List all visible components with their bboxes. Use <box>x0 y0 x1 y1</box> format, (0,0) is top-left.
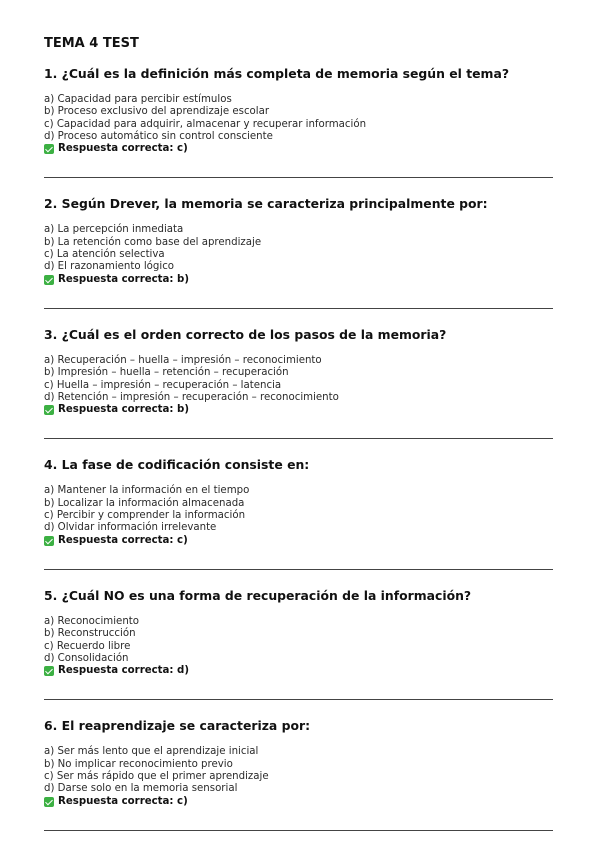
option-c: c) Huella – impresión – recuperación – latencia <box>44 379 282 391</box>
option-a: a) Capacidad para percibir estímulos <box>44 94 232 105</box>
option-list <box>44 94 554 143</box>
question-block-1 <box>44 66 554 196</box>
option-b: b) No implicar reconocimiento previo <box>44 758 233 770</box>
spacer <box>44 286 554 308</box>
option-list <box>44 355 554 404</box>
correct-answer <box>44 665 554 677</box>
correct-answer-text: Respuesta correcta: b) <box>58 273 189 285</box>
option-d: d) Retención – impresión – recuperación – reconocimiento <box>44 391 339 403</box>
option-d: d) El razonamiento lógico <box>44 261 175 273</box>
correct-answer-text: Respuesta correcta: b) <box>58 404 189 416</box>
correct-answer-text: Respuesta correcta: c) <box>58 795 188 807</box>
option-c: c) Capacidad para adquirir, almacenar y recuperar información <box>44 118 367 130</box>
correct-answer <box>44 535 554 547</box>
question-text: 6. El reaprendizaje se caracteriza por: <box>44 718 311 734</box>
option-c: c) Percibir y comprender la información <box>44 510 246 522</box>
spacer <box>44 178 554 196</box>
option-a: a) Reconocimiento <box>44 615 140 627</box>
option-b: b) Reconstrucción <box>44 628 136 640</box>
question-text: 2. Según Drever, la memoria se caracteriza principalmente por: <box>44 196 488 212</box>
correct-answer <box>44 143 554 155</box>
option-list <box>44 616 554 665</box>
check-mark-icon <box>44 144 54 154</box>
option-d: d) Consolidación <box>44 652 129 664</box>
option-a: a) Recuperación – huella – impresión – reconocimiento <box>44 354 322 366</box>
check-mark-icon <box>44 536 54 546</box>
question-text: 4. La fase de codificación consiste en: <box>44 457 310 473</box>
check-mark-icon <box>44 666 54 676</box>
question-block-6 <box>44 718 554 848</box>
option-b: b) La retención como base del aprendizaje <box>44 236 262 248</box>
spacer <box>44 547 554 569</box>
option-a: a) Mantener la información en el tiempo <box>44 485 250 497</box>
question-list <box>44 66 554 849</box>
spacer <box>44 416 554 438</box>
option-list <box>44 485 554 534</box>
correct-answer-text: Respuesta correcta: d) <box>58 665 189 677</box>
question-block-5 <box>44 588 554 718</box>
question-block-2 <box>44 196 554 326</box>
question-text: 5. ¿Cuál NO es una forma de recuperación de la información? <box>44 587 472 603</box>
option-a: a) La percepción inmediata <box>44 224 184 236</box>
question-block-4 <box>44 457 554 587</box>
option-c: c) Ser más rápido que el primer aprendizaje <box>44 771 269 783</box>
spacer <box>44 309 554 327</box>
check-mark-icon <box>44 405 54 415</box>
spacer <box>44 155 554 177</box>
option-c: c) La atención selectiva <box>44 249 165 261</box>
check-mark-icon <box>44 275 54 285</box>
question-block-3 <box>44 327 554 457</box>
spacer <box>44 831 554 849</box>
option-a: a) Ser más lento que el aprendizaje inicial <box>44 746 259 758</box>
check-mark-icon <box>44 797 54 807</box>
option-list <box>44 746 554 795</box>
correct-answer <box>44 796 554 808</box>
option-b: b) Impresión – huella – retención – recuperación <box>44 367 289 379</box>
option-c: c) Recuerdo libre <box>44 640 131 652</box>
spacer <box>44 439 554 457</box>
correct-answer <box>44 404 554 416</box>
correct-answer-text: Respuesta correcta: c) <box>58 534 188 546</box>
correct-answer <box>44 274 554 286</box>
option-list <box>44 224 554 273</box>
spacer <box>44 808 554 830</box>
document-title: TEMA 4 TEST <box>44 36 139 51</box>
spacer <box>44 570 554 588</box>
option-d: d) Proceso automático sin control consciente <box>44 130 273 142</box>
option-b: b) Proceso exclusivo del aprendizaje escolar <box>44 106 270 118</box>
correct-answer-text: Respuesta correcta: c) <box>58 143 188 155</box>
option-d: d) Olvidar información irrelevante <box>44 522 217 534</box>
question-text: 3. ¿Cuál es el orden correcto de los pasos de la memoria? <box>44 326 447 342</box>
option-b: b) Localizar la información almacenada <box>44 497 245 509</box>
spacer <box>44 677 554 699</box>
spacer <box>44 700 554 718</box>
question-text: 1. ¿Cuál es la definición más completa de memoria según el tema? <box>44 66 510 81</box>
option-d: d) Darse solo en la memoria sensorial <box>44 783 238 795</box>
